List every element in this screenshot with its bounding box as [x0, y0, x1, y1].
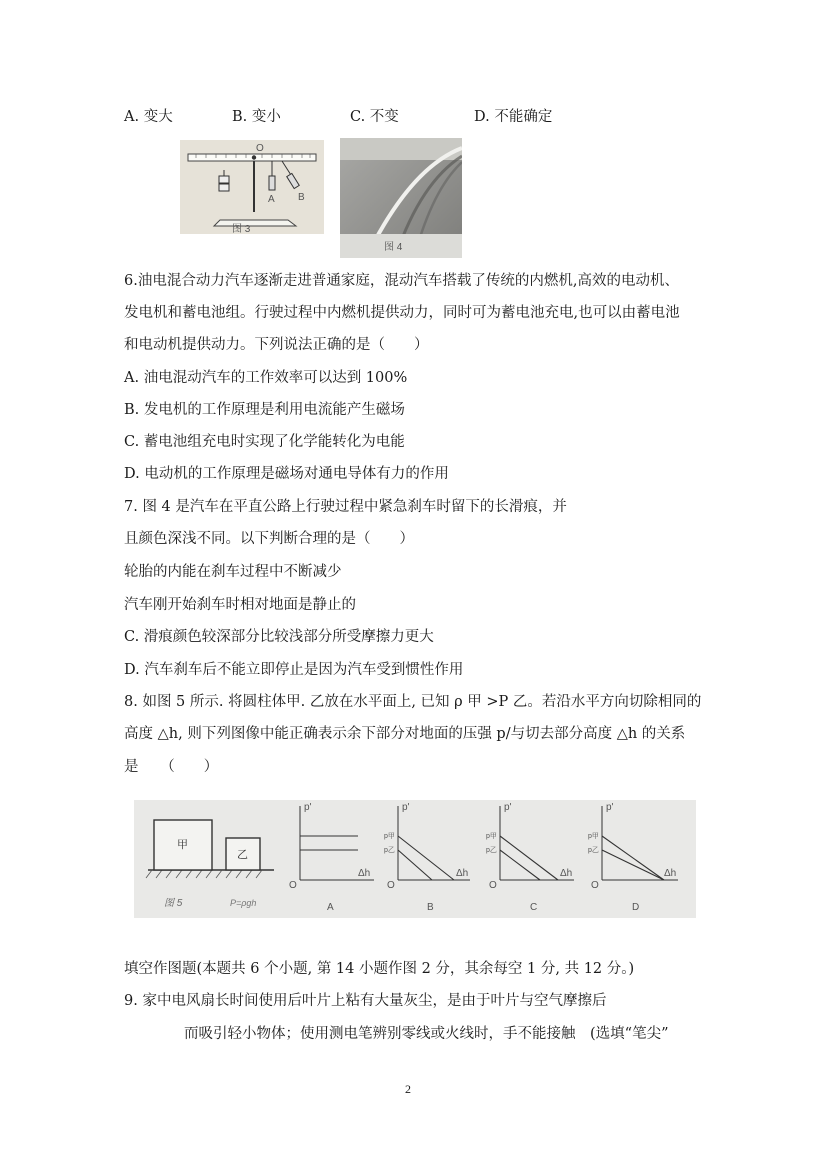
- page-number: 2: [405, 1082, 411, 1096]
- q7-option-a: 轮胎的内能在刹车过程中不断减少: [124, 564, 342, 580]
- fig3-pivot-label: O: [256, 143, 264, 154]
- q7-stem-line-1: 7. 图 4 是汽车在平直公路上行驶过程中紧急刹车时留下的长滑痕，并: [124, 499, 567, 515]
- q8-stem-line-3: 是 （ ）: [124, 759, 219, 775]
- block-jia-label: 甲: [177, 839, 188, 851]
- fig3-caption: 图 3: [232, 224, 251, 234]
- q6-stem-line-1: 6.油电混合动力汽车逐渐走进普通家庭，混动汽车搭载了传统的内燃机,高效的电动机、: [124, 273, 679, 289]
- q9-line-2: 而吸引轻小物体；使用测电笔辨别零线或火线时，手不能接触 (选填“笔尖”: [184, 1026, 669, 1042]
- q6-stem-line-3: 和电动机提供动力。下列说法正确的是（ ）: [124, 337, 429, 353]
- panel-b-p-a: p甲: [384, 833, 395, 840]
- panel-b-letter: B: [427, 902, 434, 913]
- q6-option-b: B. 发电机的工作原理是利用电流能产生磁场: [124, 402, 405, 418]
- section-heading: 填空作图题(本题共 6 个小题, 第 14 小题作图 2 分，其余每空 1 分, 共 12 分。): [124, 961, 635, 977]
- q7-stem-line-2: 且颜色深浅不同。以下判断合理的是（ ）: [124, 531, 414, 547]
- panel-d-letter: D: [632, 902, 640, 913]
- panel-a-y-label: p': [304, 802, 312, 813]
- panel-b-origin: O: [387, 880, 395, 891]
- panel-c-letter: C: [530, 902, 538, 913]
- fig3-label-b: B: [298, 192, 305, 203]
- fig3-label-a: A: [268, 194, 275, 205]
- figure-4-road-photo: [340, 138, 462, 258]
- q6-option-a: A. 油电混动汽车的工作效率可以达到 100%: [124, 370, 408, 386]
- q8-stem-line-1: 8. 如图 5 所示. 将圆柱体甲. 乙放在水平面上, 已知 ρ 甲 >P 乙。若沿水平方向切除相同的: [124, 694, 702, 710]
- panel-c-origin: O: [489, 880, 497, 891]
- panel-c-p-a: p甲: [486, 833, 497, 840]
- panel-d-x-label: Δh: [664, 868, 677, 879]
- q5-option-c: C. 不变: [350, 109, 399, 125]
- panel-c-x-label: Δh: [560, 868, 573, 879]
- q6-option-d: D. 电动机的工作原理是磁场对通电导体有力的作用: [124, 466, 449, 482]
- fig5-caption: 图 5: [164, 898, 183, 909]
- q5-option-d: D. 不能确定: [474, 109, 553, 125]
- handwritten-note: P=ρgh: [230, 898, 257, 908]
- panel-d-origin: O: [591, 880, 599, 891]
- q5-option-b: B. 变小: [232, 109, 281, 125]
- panel-a-x-label: Δh: [358, 868, 371, 879]
- q5-option-a: A. 变大: [124, 109, 173, 125]
- panel-d-p-a: p甲: [588, 833, 599, 840]
- figure-5: [134, 800, 696, 918]
- q7-option-d: D. 汽车刹车后不能立即停止是因为汽车受到惯性作用: [124, 662, 464, 678]
- panel-c-p-b: p乙: [486, 847, 497, 854]
- panel-d-p-b: p乙: [588, 847, 599, 854]
- q7-option-c: C. 滑痕颜色较深部分比较浅部分所受摩擦力更大: [124, 629, 434, 645]
- fig4-caption: 图 4: [384, 242, 403, 253]
- panel-d-y-label: p': [606, 802, 614, 813]
- block-yi-label: 乙: [237, 849, 248, 861]
- q6-stem-line-2: 发电机和蓄电池组。行驶过程中内燃机提供动力，同时可为蓄电池充电,也可以由蓄电池: [124, 305, 680, 321]
- panel-a-origin: O: [289, 880, 297, 891]
- panel-b-p-b: p乙: [384, 847, 395, 854]
- q9-line-1: 9. 家中电风扇长时间使用后叶片上粘有大量灰尘，是由于叶片与空气摩擦后: [124, 993, 607, 1009]
- q6-option-c: C. 蓄电池组充电时实现了化学能转化为电能: [124, 434, 405, 450]
- figure-3-lever: [180, 140, 324, 234]
- panel-a-letter: A: [327, 902, 334, 913]
- panel-b-y-label: p': [402, 802, 410, 813]
- panel-c-y-label: p': [504, 802, 512, 813]
- q8-stem-line-2: 高度 △h, 则下列图像中能正确表示余下部分对地面的压强 p/与切去部分高度 △h 的关系: [124, 726, 686, 742]
- panel-b-x-label: Δh: [456, 868, 469, 879]
- q7-option-b: 汽车刚开始刹车时相对地面是静止的: [124, 597, 356, 613]
